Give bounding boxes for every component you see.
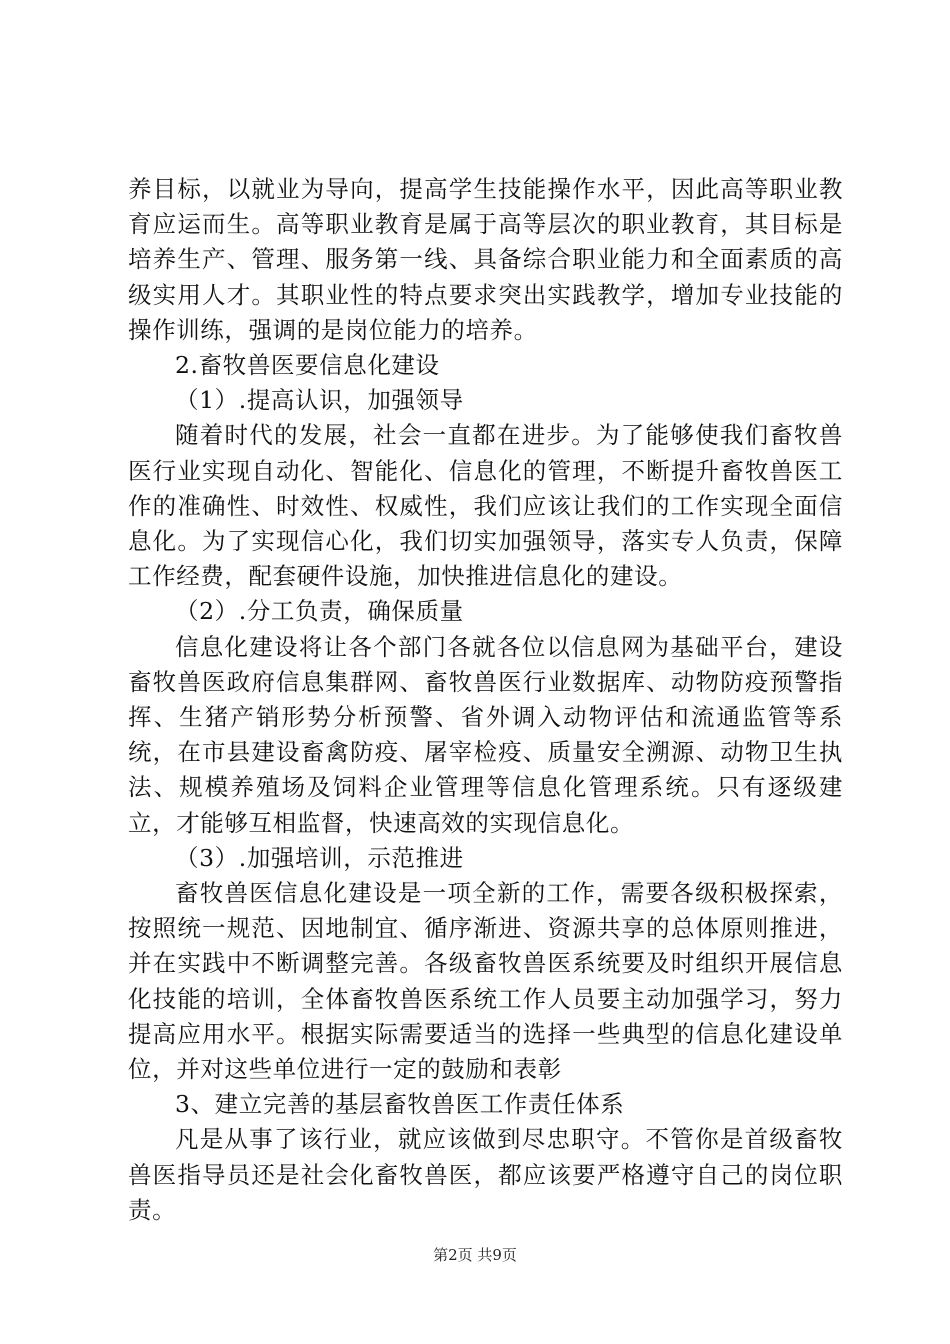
paragraph-continuation: 养目标，以就业为导向，提高学生技能操作水平，因此高等职业教育应运而生。高等职业教育是属于高等层次的职业教育，其目标是培养生产、管理、服务第一线、具备综合职业能力和全面素质的高级实用人才。其职业性的特点要求突出实践教学，增加专业技能的操作训练，强调的是岗位能力的培养。	[128, 175, 843, 344]
paragraph-training: 畜牧兽医信息化建设是一项全新的工作，需要各级积极探索，按照统一规范、因地制宜、循序渐进、资源共享的总体原则推进，并在实践中不断调整完善。各级畜牧兽医系统要及时组织开展信息化技能的培训，全体畜牧兽医系统工作人员要主动加强学习，努力提高应用水平。根据实际需要适当的选择一些典型的信息化建设单位，并对这些单位进行一定的鼓励和表彰	[128, 879, 843, 1084]
section-heading-3: 3、建立完善的基层畜牧兽医工作责任体系	[175, 1090, 625, 1119]
document-body	[128, 172, 843, 1228]
paragraph-informatization: 随着时代的发展，社会一直都在进步。为了能够使我们畜牧兽医行业实现自动化、智能化、信息化的管理，不断提升畜牧兽医工作的准确性、时效性、权威性，我们应该让我们的工作实现全面信息化。为了实现信心化，我们切实加强领导，落实专人负责，保障工作经费，配套硬件设施，加快推进信息化的建设。	[128, 421, 843, 591]
paragraph-division-of-labor: 信息化建设将让各个部门各就各位以信息网为基础平台，建设畜牧兽医政府信息集群网、畜牧兽医行业数据库、动物防疫预警指挥、生猪产销形势分析预警、省外调入动物评估和流通监管等系统，在市县建设畜禽防疫、屠宰检疫、质量安全溯源、动物卫生执法、规模养殖场及饲料企业管理等信息化管理系统。只有逐级建立，才能够互相监督，快速高效的实现信息化。	[128, 632, 843, 837]
subheading-1: （1）.提高认识，加强领导	[175, 386, 464, 415]
section-heading-2: 2.畜牧兽医要信息化建设	[175, 351, 440, 380]
paragraph-responsibility: 凡是从事了该行业，就应该做到尽忠职守。不管你是首级畜牧兽医指导员还是社会化畜牧兽医，都应该要严格遵守自己的岗位职责。	[128, 1125, 843, 1224]
subheading-3: （3）.加强培训，示范推进	[175, 843, 464, 872]
page-number-footer: 第2页 共9页	[433, 1246, 517, 1264]
subheading-2: （2）.分工负责，确保质量	[175, 597, 464, 626]
